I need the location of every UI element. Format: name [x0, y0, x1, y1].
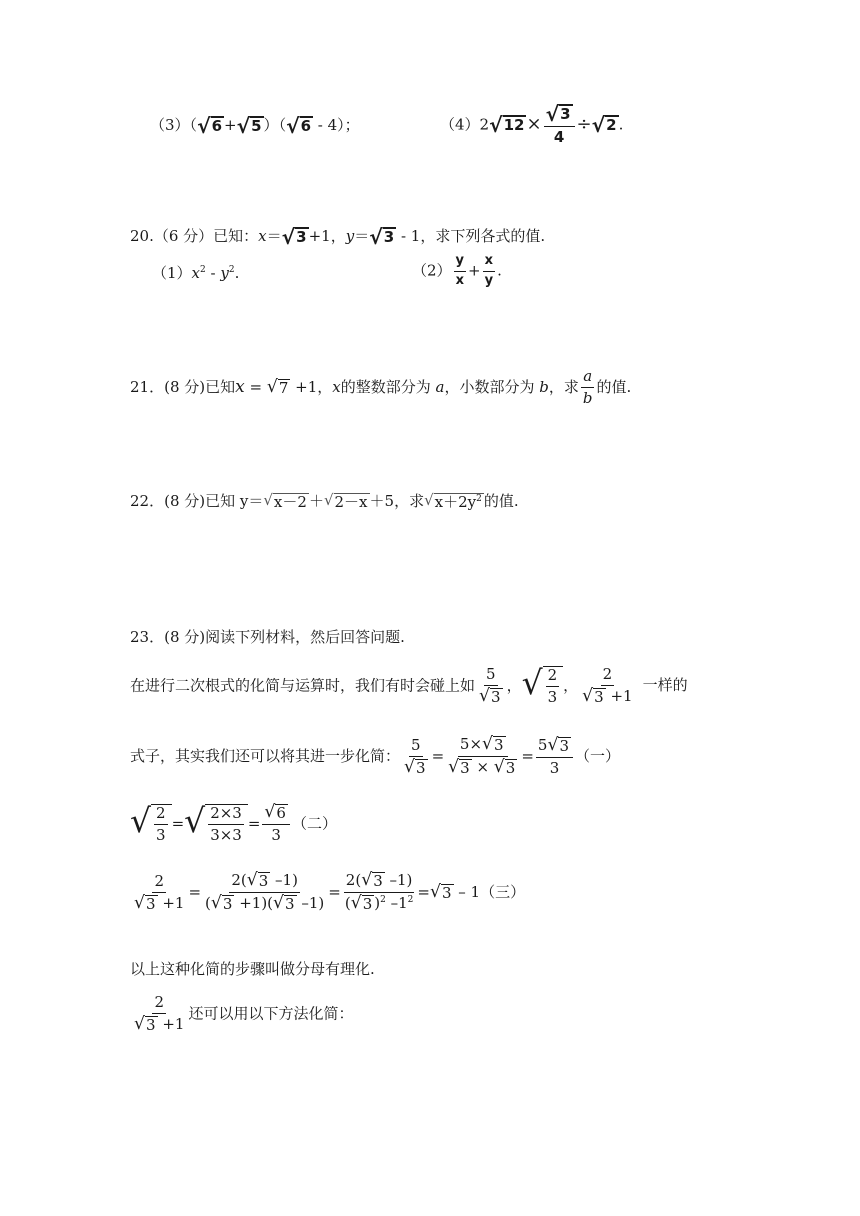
equals: = [521, 746, 534, 765]
var-x: x [332, 377, 341, 396]
fraction-2-over-sqrt3-plus-1: 2 √ 3 +1 [134, 993, 185, 1035]
equals: ＝ [354, 227, 370, 245]
q23-line3: 以上这种化简的步骤叫做分母有理化. [130, 960, 375, 978]
equals: = [244, 377, 267, 396]
q23-expr3 [130, 872, 525, 914]
times: × [526, 113, 542, 135]
fraction-x-over-y: $\frac{x}{y}$ [484, 253, 494, 288]
sqrt6-over-3: √ 6 3 [262, 804, 290, 845]
minus-4: - 4）； [313, 116, 360, 134]
var-b: b [539, 377, 549, 396]
equals: = [417, 882, 430, 901]
period: . [497, 261, 502, 280]
sqrt-12: √ 12 [489, 113, 525, 138]
sqrt-6: √ 6 [286, 113, 312, 138]
sqrt-2x3-over-3x3: √ $\frac{2\times 3}{3\times 3}$ [184, 804, 248, 845]
step-tag: （一） [575, 746, 621, 765]
part-label: （4） [440, 115, 480, 134]
period: . [618, 115, 624, 134]
var-x: x [258, 227, 267, 245]
var-x: x [191, 264, 201, 282]
paren: （ [278, 116, 287, 134]
equals: = [188, 882, 202, 901]
question-text: - 1，求下列各式的值. [396, 227, 546, 245]
var-a: a [435, 377, 445, 396]
q23-title: 23．(8 分)阅读下列材料，然后回答问题. [130, 628, 405, 646]
equals: = [328, 882, 341, 901]
exponent: 2 [200, 265, 206, 275]
e1-frac2: 5× √ 3 √ 3 × √ 3 [448, 734, 516, 778]
q20-part1 [152, 262, 239, 283]
e3-frac1: 2 √ 3 +1 [134, 871, 185, 913]
paren: （ [189, 116, 198, 134]
sqrt-3: √ 3 [281, 224, 307, 249]
sqrt-3-result: √ 3 [429, 881, 452, 902]
e1-frac1: 5 √ 3 [404, 735, 426, 777]
divide: ÷ [576, 113, 592, 135]
plus: + [224, 116, 237, 134]
text: ，小数部分为 [444, 377, 540, 396]
minus: - [205, 264, 221, 282]
fraction-a-over-b: $\frac{a}{b}$ [582, 367, 593, 408]
e1-frac3: 5 √ 3 3 [536, 737, 573, 778]
e3-frac2: 2( √ 3 –1) ( √ 3 +1)( √ 3 –1) [205, 870, 325, 914]
step-tag: （二） [291, 814, 337, 833]
q23-expr2 [130, 801, 337, 845]
question-number: 22．(8 分)已知 y＝ [130, 492, 264, 510]
sqrt-x-plus-2y2: √ $x+2y^2$ [424, 490, 482, 511]
question-number: 20.（6 分）已知： [130, 227, 259, 245]
sqrt-2-minus-x: √ 2－x [323, 490, 368, 511]
text: 式子，其实我们还可以将其进一步化简： [130, 746, 401, 765]
part-label: （3） [150, 116, 190, 134]
q19-part4 [440, 104, 623, 147]
sqrt-x-minus-2: √ x－2 [263, 490, 307, 511]
equals: = [171, 814, 185, 833]
plus: ＋ [308, 492, 324, 510]
fraction-sqrt3-over-4: √ 3 4 [544, 104, 575, 147]
part-label: （1） [152, 264, 192, 282]
sqrt-7: √ 7 [266, 376, 289, 397]
plus-one: +1， [308, 227, 346, 245]
text: ，求 [548, 377, 579, 396]
period: . [234, 264, 240, 282]
text: 一样的 [642, 676, 688, 695]
q22-stem [130, 490, 519, 511]
sqrt-2: √ 2 [591, 113, 617, 138]
sqrt-3: √ 3 [369, 224, 395, 249]
comma: ， [563, 676, 579, 695]
fraction-y-over-x: $\frac{y}{x}$ [455, 253, 465, 288]
part-label: （2） [412, 261, 452, 280]
var-y: y [345, 227, 355, 245]
exponent: 2 [228, 265, 235, 275]
sqrt-5: √ 5 [236, 113, 262, 138]
equals: ＝ [266, 227, 282, 245]
q23-line1 [130, 663, 688, 707]
sqrt-6: √ 6 [197, 113, 223, 138]
text: 的整数部分为 [340, 377, 436, 396]
equals: = [431, 746, 445, 765]
fraction-5-over-sqrt3: 5 √ 3 [479, 665, 501, 707]
q21-stem [130, 368, 631, 408]
text: 还可以用以下方法化简： [188, 1004, 354, 1023]
q20-stem [130, 225, 545, 247]
e3-frac3: 2( √ 3 –1) ( √ 3 )$^2$ $-1^2$ [344, 870, 414, 914]
q19-part3 [150, 114, 360, 136]
text: 的值. [596, 377, 632, 396]
q23-line4 [130, 994, 353, 1035]
text: 的值. [483, 492, 519, 510]
coef: 2 [479, 115, 490, 134]
var-x: x [235, 376, 245, 397]
comma: ， [506, 676, 522, 695]
sqrt-2-over-3: √ $\frac{2}{3}$ [522, 666, 564, 707]
sqrt-2-over-3: √ $\frac{2}{3}$ [130, 804, 172, 845]
plus: + [468, 261, 481, 280]
fraction-2-over-sqrt3-plus-1: 2 √ 3 +1 [582, 665, 633, 707]
text: 在进行二次根式的化简与运算时，我们有时会碰上如 [130, 676, 476, 695]
equals: = [247, 814, 261, 833]
question-number: 21．(8 分)已知 [130, 377, 236, 396]
minus-one: – 1 [453, 882, 481, 901]
var-y: y [220, 264, 229, 282]
plus-one: +1， [290, 377, 333, 396]
step-tag: （三） [480, 882, 526, 901]
q20-part2 [412, 254, 502, 289]
text: ＋5，求 [369, 492, 425, 510]
paren: ） [263, 116, 279, 134]
q23-line2 [130, 736, 620, 778]
